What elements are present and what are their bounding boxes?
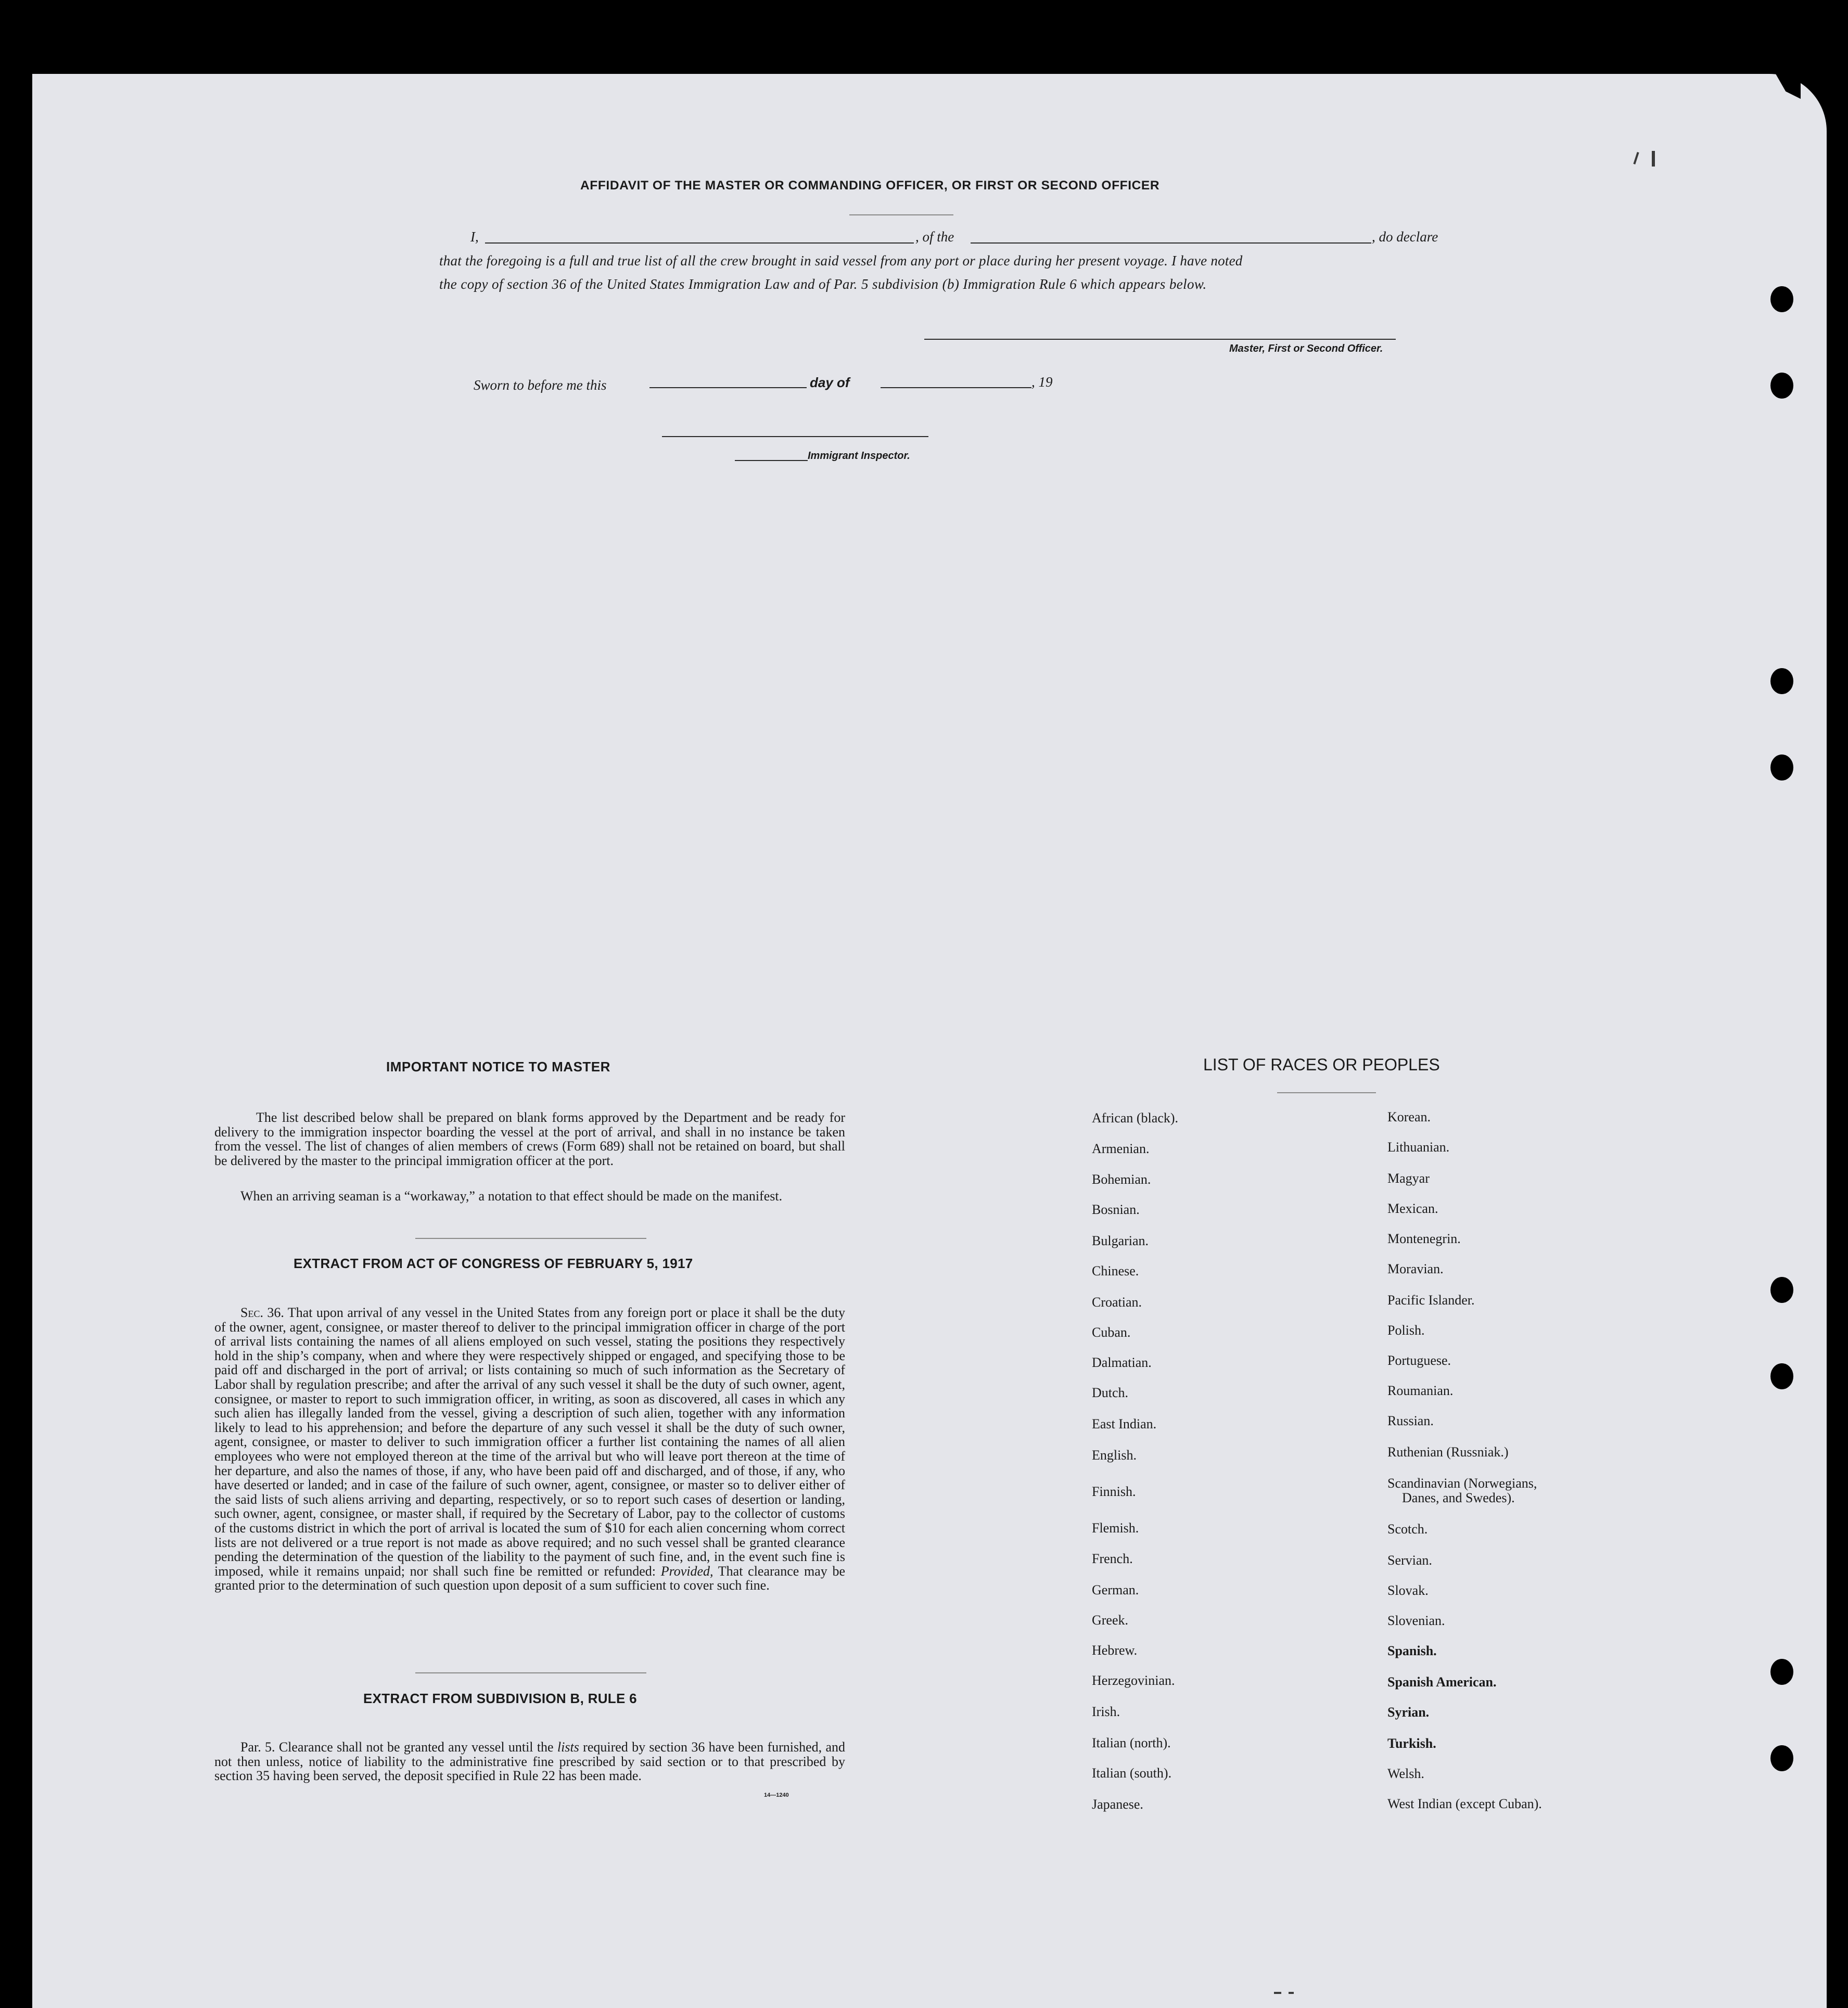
race-item: Italian (south). bbox=[1092, 1766, 1172, 1781]
vessel-field-line[interactable] bbox=[971, 242, 1371, 244]
races-title: LIST OF RACES OR PEOPLES bbox=[1203, 1055, 1440, 1074]
sworn-month-line[interactable] bbox=[881, 387, 1031, 388]
sworn-day-line[interactable] bbox=[649, 387, 807, 388]
race-item: Montenegrin. bbox=[1387, 1231, 1461, 1246]
rule-text-after: required by section 36 have been furnished, and not then unless, notice of liability to the administrative fine prescribed by said section or to that prescribed by section 35 having been served, the deposit specified in Rule 22 has been made. bbox=[214, 1740, 845, 1783]
race-item: Korean. bbox=[1387, 1109, 1431, 1124]
race-item: Japanese. bbox=[1092, 1797, 1143, 1812]
race-item: Dalmatian. bbox=[1092, 1355, 1152, 1370]
race-item: Pacific Islander. bbox=[1387, 1293, 1475, 1308]
race-item: Hebrew. bbox=[1092, 1643, 1138, 1658]
document-page bbox=[32, 74, 1827, 2008]
race-item: Cuban. bbox=[1092, 1325, 1131, 1340]
binder-hole bbox=[1770, 1659, 1793, 1685]
notice-paragraph-1: The list described below shall be prepared on blank forms approved by the Department and be ready for delivery to the immigration inspector boarding the vessel at the port of arrival, and shall in no instance be taken from the vessel. The list of changes of alien members of crews (Form 689) shall not be retained on board, but shall be delivered by the master to the principal immigration officer at the port. bbox=[214, 1110, 845, 1168]
corner-mark bbox=[1633, 152, 1639, 164]
race-item: Flemish. bbox=[1092, 1520, 1139, 1536]
notice-paragraph-2: When an arriving seaman is a “workaway,” a notation to that effect should be made on the manifest. bbox=[240, 1188, 783, 1204]
provided-label: Provided, bbox=[660, 1563, 713, 1579]
sworn-label: Sworn to before me this bbox=[474, 377, 607, 393]
race-item: Danes, and Swedes). bbox=[1402, 1490, 1515, 1505]
master-signature-label: Master, First or Second Officer. bbox=[1229, 343, 1383, 354]
name-field-line[interactable] bbox=[485, 242, 914, 244]
year-label: , 19 bbox=[1031, 374, 1053, 390]
race-item: Chinese. bbox=[1092, 1263, 1139, 1278]
race-item: Syrian. bbox=[1387, 1705, 1430, 1720]
title-rule bbox=[849, 214, 953, 215]
sec-36-text: That upon arrival of any vessel in the United States from any foreign port or place it shall be the duty of the owner, agent, consignee, or master thereof to deliver to the principal immigration officer in charge of the port of arrival lists containing the names of all aliens employed on such vessel, stating the positions they respectively hold in the ship’s company, when and where they were respectively shipped or engaged, and specifying those to be paid off and discharged in the port of arrival; or lists containing so much of such information as the Secretary of Labor shall by regulation prescribe; and after the arrival of any such vessel it shall be the duty of such owner, agent, consignee, or master to report to such immigration officer, in writing, as soon as discovered, all cases in which any such alien has illegally landed from the vessel, giving a description of such alien, together with any information likely to lead to his apprehension; and before the departure of any such vessel it shall be the duty of such owner, agent, consignee, or master to deliver to such immigration officer a further list containing the names of all alien employees who were not employed thereon at the time of the arrival but who will leave port thereon at the time of her departure, and also the names of those, if any, who have been paid off and discharged, and of those, if any, who have deserted or landed; and in case of the failure of such owner, agent, consignee, or master so to deliver either of the said lists of such aliens arriving and departing, respectively, or so to report such cases of desertion or landing, such owner, agent, consignee, or master shall, if required by the Secretary of Labor, pay to the collector of customs of the customs district in which the port of arrival is located the sum of $10 for each alien concerning whom correct lists are not delivered or a true report is not made as above required; and no such vessel shall be granted clearance pending the determination of the question of the liability to the payment of such fine, and, in the event such fine is imposed, while it remains unpaid; nor shall such fine be remitted or refunded: bbox=[214, 1305, 845, 1579]
race-item: Italian (north). bbox=[1092, 1735, 1171, 1750]
race-item: Scotch. bbox=[1387, 1521, 1428, 1537]
binder-hole bbox=[1770, 373, 1793, 399]
race-item: Portuguese. bbox=[1387, 1353, 1451, 1368]
race-item: English. bbox=[1092, 1448, 1137, 1463]
sec-36-text-end: That clearance may be granted prior to the determination of such question upon deposit of a sum sufficient to cover such fine. bbox=[214, 1563, 846, 1593]
form-number: 14—1240 bbox=[764, 1792, 789, 1798]
race-item: Irish. bbox=[1092, 1704, 1120, 1719]
race-item: Moravian. bbox=[1387, 1261, 1444, 1276]
extract-rule-title: EXTRACT FROM SUBDIVISION B, RULE 6 bbox=[363, 1691, 637, 1706]
race-item: Polish. bbox=[1387, 1323, 1425, 1338]
binder-hole bbox=[1770, 668, 1793, 694]
race-item: Lithuanian. bbox=[1387, 1140, 1450, 1155]
extract-act-body bbox=[214, 1306, 845, 1593]
race-item: German. bbox=[1092, 1582, 1139, 1597]
lists-word: lists bbox=[557, 1740, 579, 1755]
affidavit-line-2: that the foregoing is a full and true list of all the crew brought in said vessel from any port or place during her present voyage. I have noted bbox=[439, 253, 1243, 268]
affidavit-line-3: the copy of section 36 of the United States Immigration Law and of Par. 5 subdivision (b) Immigration Rule 6 which appears below. bbox=[439, 276, 1207, 292]
section-rule bbox=[415, 1238, 646, 1239]
race-item: Croatian. bbox=[1092, 1295, 1142, 1310]
small-mark bbox=[1274, 1992, 1281, 1994]
i-label: I, bbox=[470, 229, 479, 245]
race-item: Russian. bbox=[1387, 1413, 1434, 1428]
day-of-label: day of bbox=[810, 375, 850, 390]
small-mark bbox=[1289, 1992, 1294, 1994]
race-item: Herzegovinian. bbox=[1092, 1673, 1175, 1688]
binder-hole bbox=[1770, 1277, 1793, 1303]
section-rule bbox=[415, 1672, 646, 1673]
race-item: Bohemian. bbox=[1092, 1172, 1151, 1187]
inspector-signature-line[interactable] bbox=[662, 436, 928, 437]
race-item: Turkish. bbox=[1387, 1736, 1436, 1751]
race-item: Spanish American. bbox=[1387, 1674, 1497, 1690]
race-item: Slovak. bbox=[1387, 1583, 1429, 1598]
race-item: West Indian (except Cuban). bbox=[1387, 1796, 1542, 1811]
rule-text-before: Par. 5. Clearance shall not be granted any vessel until the bbox=[240, 1740, 554, 1755]
extract-rule-body bbox=[214, 1740, 845, 1783]
extract-act-title: EXTRACT FROM ACT OF CONGRESS OF FEBRUARY 5, 1917 bbox=[294, 1256, 693, 1271]
race-item: Ruthenian (Russniak.) bbox=[1387, 1444, 1509, 1460]
of-the-label: , of the bbox=[915, 229, 954, 245]
race-item: Spanish. bbox=[1387, 1643, 1437, 1658]
inspector-label: Immigrant Inspector. bbox=[808, 450, 910, 462]
binder-hole bbox=[1770, 1745, 1793, 1771]
race-item: East Indian. bbox=[1092, 1416, 1157, 1431]
binder-hole bbox=[1770, 286, 1793, 312]
race-item: Mexican. bbox=[1387, 1201, 1438, 1216]
binder-hole bbox=[1770, 754, 1793, 781]
inspector-prefix-line[interactable] bbox=[735, 460, 808, 461]
master-signature-line[interactable] bbox=[924, 339, 1396, 340]
affidavit-title: AFFIDAVIT OF THE MASTER OR COMMANDING OFFICER, OR FIRST OR SECOND OFFICER bbox=[580, 178, 1160, 193]
race-item: Greek. bbox=[1092, 1613, 1129, 1628]
race-item: Finnish. bbox=[1092, 1484, 1136, 1499]
race-item: Welsh. bbox=[1387, 1766, 1424, 1781]
race-item: Bosnian. bbox=[1092, 1202, 1140, 1217]
binder-hole bbox=[1770, 1363, 1793, 1389]
corner-mark bbox=[1652, 151, 1655, 167]
race-item: French. bbox=[1092, 1551, 1133, 1566]
race-item: Armenian. bbox=[1092, 1141, 1150, 1156]
race-item: African (black). bbox=[1092, 1110, 1179, 1125]
race-item: Magyar bbox=[1387, 1171, 1430, 1186]
race-item: Scandinavian (Norwegians, bbox=[1387, 1476, 1537, 1491]
races-title-rule bbox=[1277, 1092, 1376, 1093]
race-item: Slovenian. bbox=[1387, 1613, 1445, 1628]
race-item: Dutch. bbox=[1092, 1385, 1129, 1400]
notice-title: IMPORTANT NOTICE TO MASTER bbox=[386, 1059, 610, 1075]
race-item: Bulgarian. bbox=[1092, 1233, 1149, 1248]
race-item: Roumanian. bbox=[1387, 1383, 1454, 1398]
sec-label: Sec. 36. bbox=[240, 1305, 284, 1320]
race-item: Servian. bbox=[1387, 1553, 1432, 1568]
corner-tear bbox=[1776, 74, 1801, 99]
do-declare-label: , do declare bbox=[1372, 229, 1438, 245]
